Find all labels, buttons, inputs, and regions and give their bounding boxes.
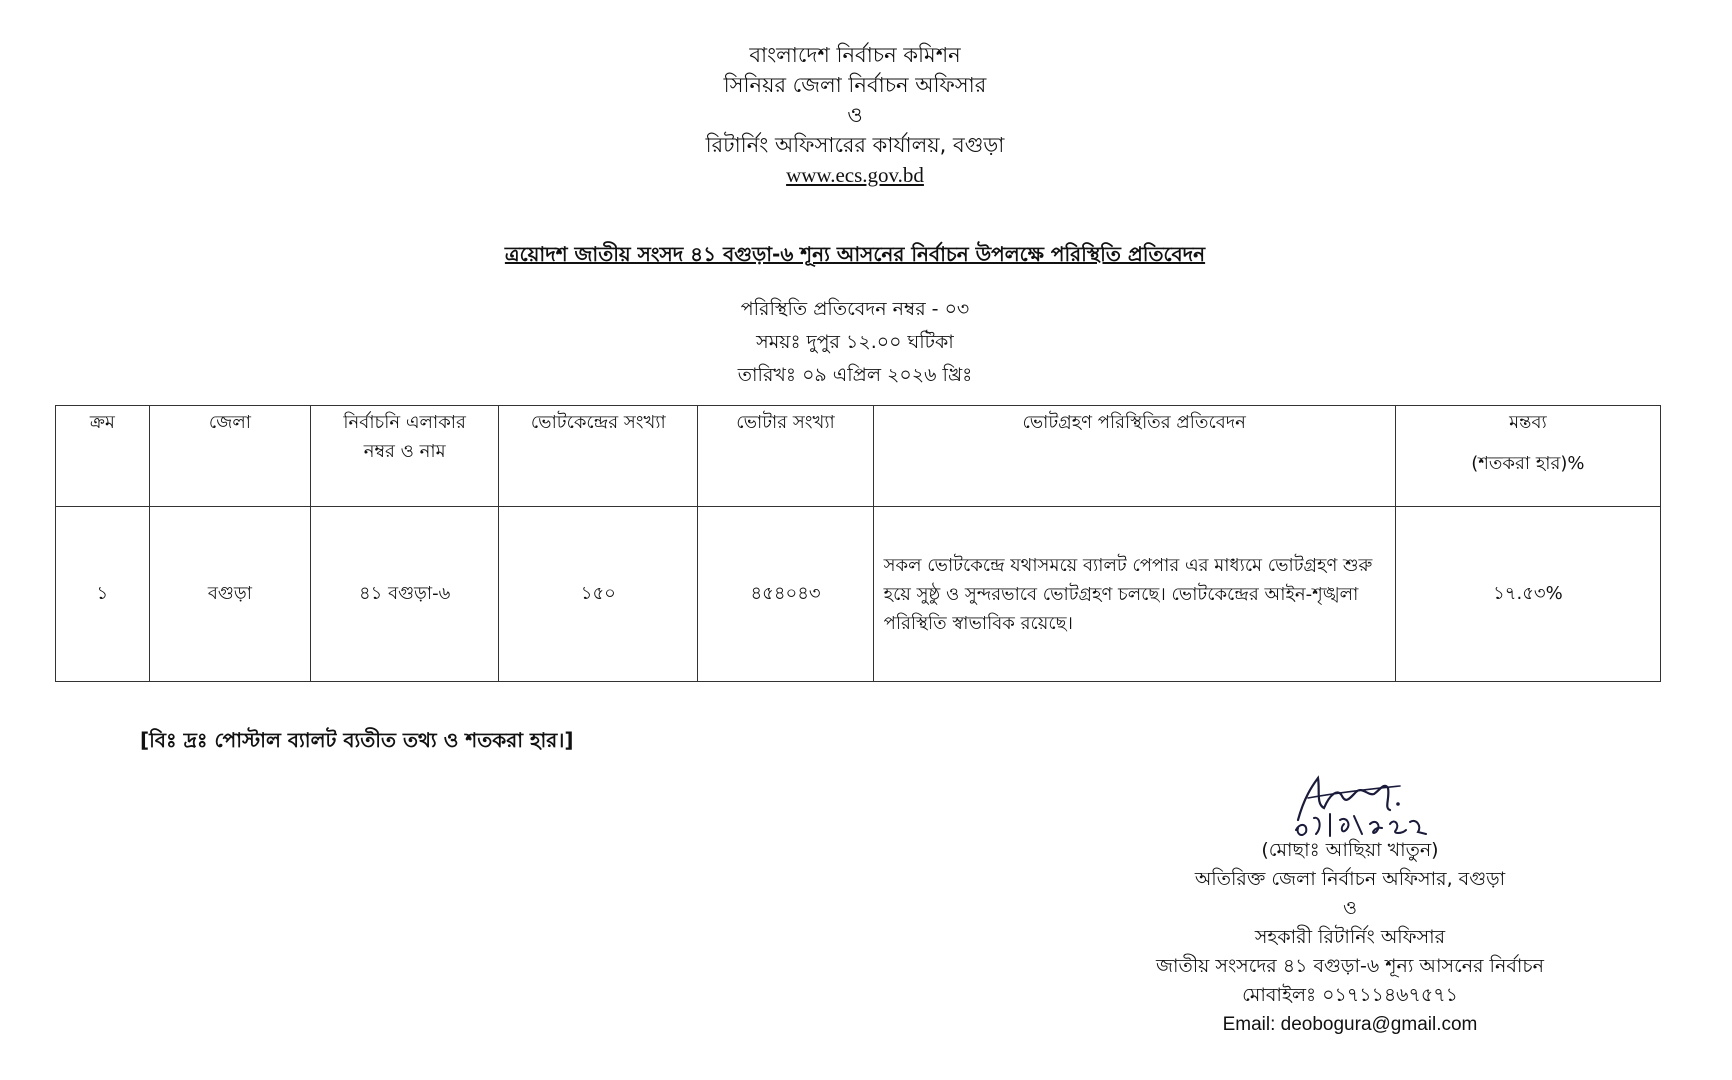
office-header [0,40,1710,190]
cell-serial: ১ [56,507,150,682]
header-serial: ক্রম [56,406,150,507]
signature-conjunction: ও [1343,897,1357,919]
header-voters: ভোটার সংখ্যা [698,406,873,507]
signatory-email[interactable]: Email: deobogura@gmail.com [1222,1014,1478,1035]
header-conjunction: ও [847,103,863,127]
report-date: তারিখঃ ০৯ এপ্রিল ২০২৬ খ্রিঃ [737,364,973,386]
cell-report: সকল ভোটকেন্দ্রে যথাসময়ে ব্যালট পেপার এর মাধ্যমে ভোটগ্রহণ শুরু হয়ে সুষ্ঠু ও সুন্দরভাবে ভোটগ্রহণ চলছে। ভোটকেন্দ্রের আইন-শৃঙ্খলা পরিস্থিতি স্বাভাবিক রয়েছে। [873,507,1395,682]
cell-centers: ১৫০ [499,507,698,682]
header-remarks-label: মন্তব্য [1509,412,1547,433]
signatory-name: (মোছাঃ আছিয়া খাতুন) [1261,839,1439,861]
header-remarks [1395,406,1660,507]
office-name: রিটার্নিং অফিসারের কার্যালয়, বগুড়া [705,133,1005,157]
header-report: ভোটগ্রহণ পরিস্থিতির প্রতিবেদন [873,406,1395,507]
header-district: জেলা [149,406,310,507]
header-constituency [311,406,499,507]
table-row [56,507,1661,682]
cell-district: বগুড়া [149,507,310,682]
table-header-row [56,406,1661,507]
report-time: সময়ঃ দুপুর ১২.০০ ঘটিকা [756,331,954,353]
footnote: [বিঃ দ্রঃ পোস্টাল ব্যালট ব্যতীত তথ্য ও শতকরা হার।] [140,728,574,752]
header-constituency-line1: নির্বাচনি এলাকার [343,412,466,433]
header-centers: ভোটকেন্দ্রের সংখ্যা [499,406,698,507]
report-meta [0,293,1710,392]
signatory-role: সহকারী রিটার্নিং অফিসার [1254,926,1446,948]
cell-voters: ৪৫৪০৪৩ [698,507,873,682]
officer-title: সিনিয়র জেলা নির্বাচন অফিসার [723,73,987,97]
report-title: ত্রয়োদশ জাতীয় সংসদ ৪১ বগুড়া-৬ শূন্য আসনের নির্বাচন উপলক্ষে পরিস্থিতি প্রতিবেদন [504,242,1206,266]
situation-report-table [55,405,1661,682]
cell-remarks: ১৭.৫৩% [1395,507,1660,682]
report-number: পরিস্থিতি প্রতিবেদন নম্বর - ০৩ [740,298,970,320]
signature-block [1100,836,1600,1039]
cell-constituency: ৪১ বগুড়া-৬ [311,507,499,682]
header-remarks-sub: (শতকরা হার)% [1471,453,1585,474]
signatory-election: জাতীয় সংসদের ৪১ বগুড়া-৬ শূন্য আসনের নির্বাচন [1155,955,1545,977]
signatory-mobile: মোবাইলঃ ০১৭১১৪৬৭৫৭১ [1242,984,1458,1006]
signatory-designation: অতিরিক্ত জেলা নির্বাচন অফিসার, বগুড়া [1194,868,1506,890]
website-link[interactable]: www.ecs.gov.bd [786,163,924,187]
header-constituency-line2: নম্বর ও নাম [363,441,446,462]
commission-name: বাংলাদেশ নির্বাচন কমিশন [749,43,961,67]
handwritten-signature-image [1290,768,1430,838]
